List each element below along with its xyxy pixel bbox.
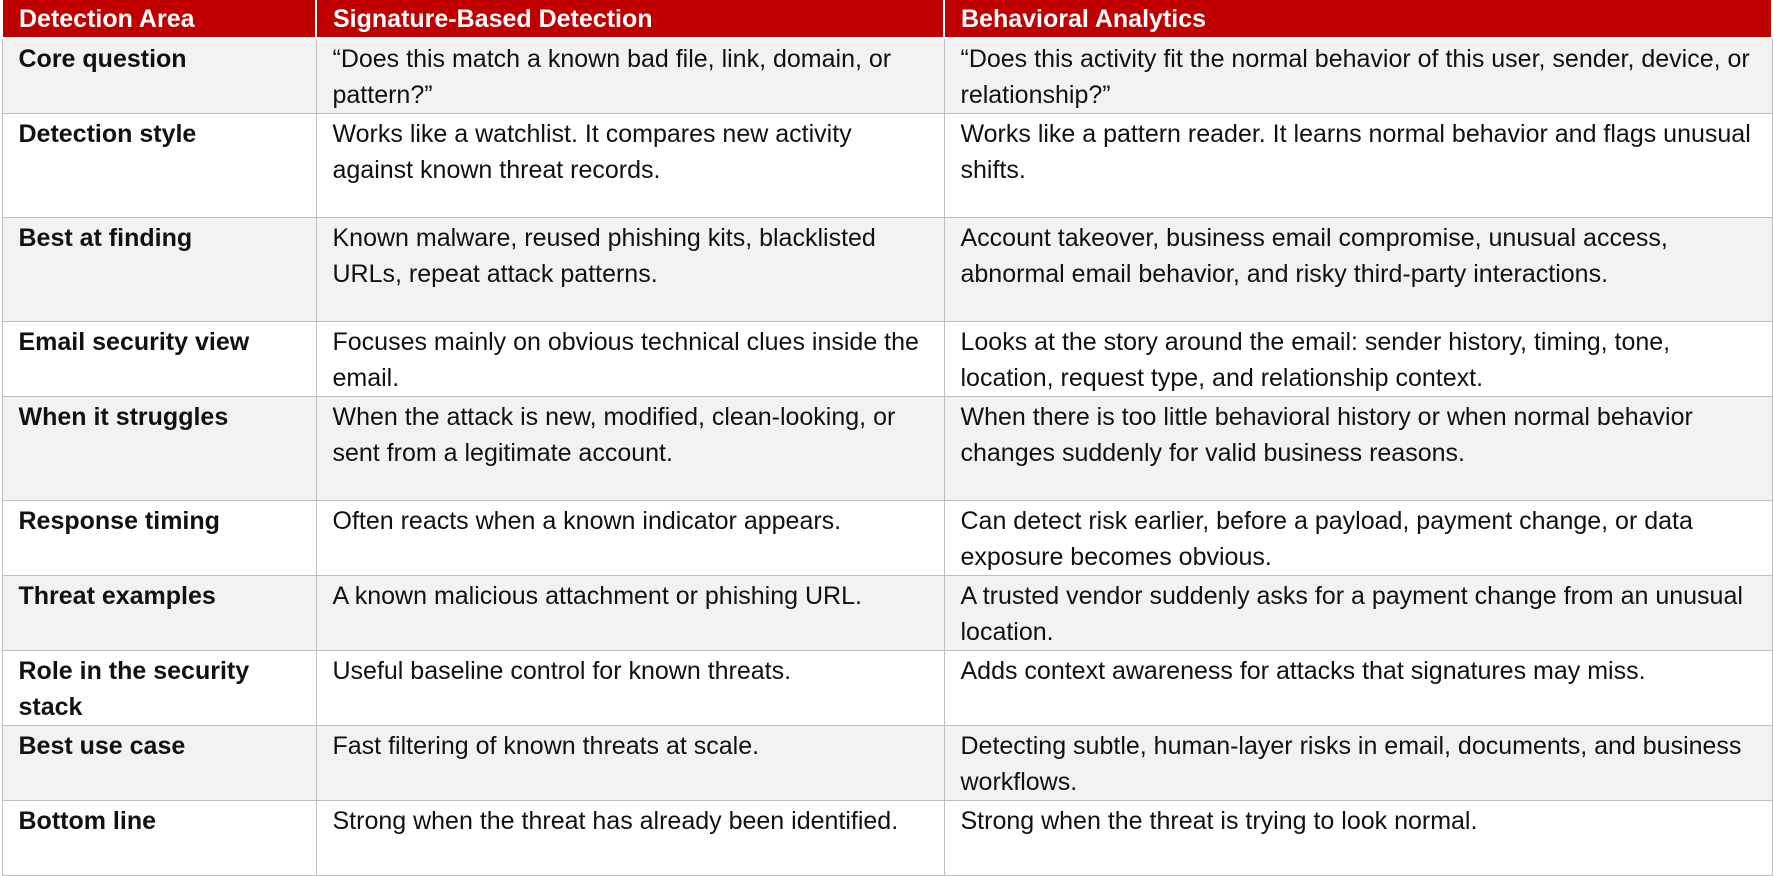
table-row [2, 397, 1772, 501]
signature-text: Often reacts when a known indicator appears. [332, 507, 842, 535]
behavioral-text: Works like a pattern reader. It learns normal behavior and flags unusual shifts. [960, 120, 1751, 184]
signature-text: When the attack is new, modified, clean-looking, or sent from a legitimate account. [332, 403, 896, 467]
table-row [2, 801, 1772, 876]
behavioral-cell [944, 501, 1772, 576]
table-row [2, 726, 1772, 801]
row-label [2, 38, 316, 114]
behavioral-text: Can detect risk earlier, before a payload, payment change, or data exposure becomes obvious. [960, 507, 1693, 571]
behavioral-text: Looks at the story around the email: sender history, timing, tone, location, request type, and relationship context. [960, 328, 1671, 392]
signature-text: Useful baseline control for known threats. [332, 657, 792, 685]
signature-text: Known malware, reused phishing kits, blacklisted URLs, repeat attack patterns. [332, 224, 876, 288]
row-label [2, 576, 316, 651]
signature-cell [316, 726, 944, 801]
signature-text: A known malicious attachment or phishing URL. [332, 582, 862, 610]
row-label-text: Bottom line [18, 807, 156, 835]
behavioral-text: Detecting subtle, human-layer risks in email, documents, and business workflows. [960, 732, 1742, 796]
row-label-text: Best at finding [18, 224, 193, 252]
row-label-text: Threat examples [18, 582, 216, 610]
behavioral-cell [944, 651, 1772, 726]
behavioral-cell [944, 726, 1772, 801]
behavioral-cell [944, 801, 1772, 876]
row-label [2, 322, 316, 397]
header-row [2, 0, 1772, 38]
table-row [2, 322, 1772, 397]
signature-cell [316, 576, 944, 651]
signature-cell [316, 322, 944, 397]
row-label [2, 397, 316, 501]
header-detection-area: Detection Area [2, 0, 316, 38]
behavioral-cell [944, 322, 1772, 397]
table-row [2, 576, 1772, 651]
row-label [2, 218, 316, 322]
row-label-text: Core question [18, 45, 187, 73]
behavioral-text: Account takeover, business email compromise, unusual access, abnormal email behavior, and risky third-party interactions. [960, 224, 1668, 288]
row-label [2, 651, 316, 726]
row-label-text: Role in the security stack [18, 657, 250, 721]
table-row [2, 651, 1772, 726]
behavioral-cell [944, 576, 1772, 651]
behavioral-cell [944, 38, 1772, 114]
table-row [2, 114, 1772, 218]
row-label-text: When it struggles [18, 403, 229, 431]
row-label [2, 726, 316, 801]
row-label-text: Detection style [18, 120, 197, 148]
signature-cell [316, 397, 944, 501]
row-label-text: Email security view [18, 328, 250, 356]
row-label-text: Response timing [18, 507, 220, 535]
behavioral-cell [944, 397, 1772, 501]
signature-text: Fast filtering of known threats at scale. [332, 732, 760, 760]
signature-text: Strong when the threat has already been identified. [332, 807, 899, 835]
behavioral-text: Strong when the threat is trying to look normal. [960, 807, 1478, 835]
table-row [2, 38, 1772, 114]
behavioral-text: Adds context awareness for attacks that signatures may miss. [960, 657, 1646, 685]
signature-text: Focuses mainly on obvious technical clues inside the email. [332, 328, 919, 392]
header-behavioral-analytics: Behavioral Analytics [944, 0, 1772, 38]
behavioral-text: A trusted vendor suddenly asks for a payment change from an unusual location. [960, 582, 1743, 646]
row-label [2, 114, 316, 218]
row-label [2, 801, 316, 876]
table-row [2, 218, 1772, 322]
header-signature-based: Signature-Based Detection [316, 0, 944, 38]
signature-cell [316, 38, 944, 114]
table-row [2, 501, 1772, 576]
behavioral-text: When there is too little behavioral history or when normal behavior changes suddenly for valid business reasons. [960, 403, 1693, 467]
behavioral-cell [944, 114, 1772, 218]
signature-cell [316, 501, 944, 576]
behavioral-text: “Does this activity fit the normal behavior of this user, sender, device, or relationship?” [960, 45, 1750, 109]
signature-text: “Does this match a known bad file, link, domain, or pattern?” [332, 45, 892, 109]
signature-cell [316, 114, 944, 218]
behavioral-cell [944, 218, 1772, 322]
signature-cell [316, 801, 944, 876]
row-label-text: Best use case [18, 732, 186, 760]
signature-cell [316, 651, 944, 726]
signature-cell [316, 218, 944, 322]
signature-text: Works like a watchlist. It compares new activity against known threat records. [332, 120, 852, 184]
row-label [2, 501, 316, 576]
comparison-table [1, 0, 1773, 876]
